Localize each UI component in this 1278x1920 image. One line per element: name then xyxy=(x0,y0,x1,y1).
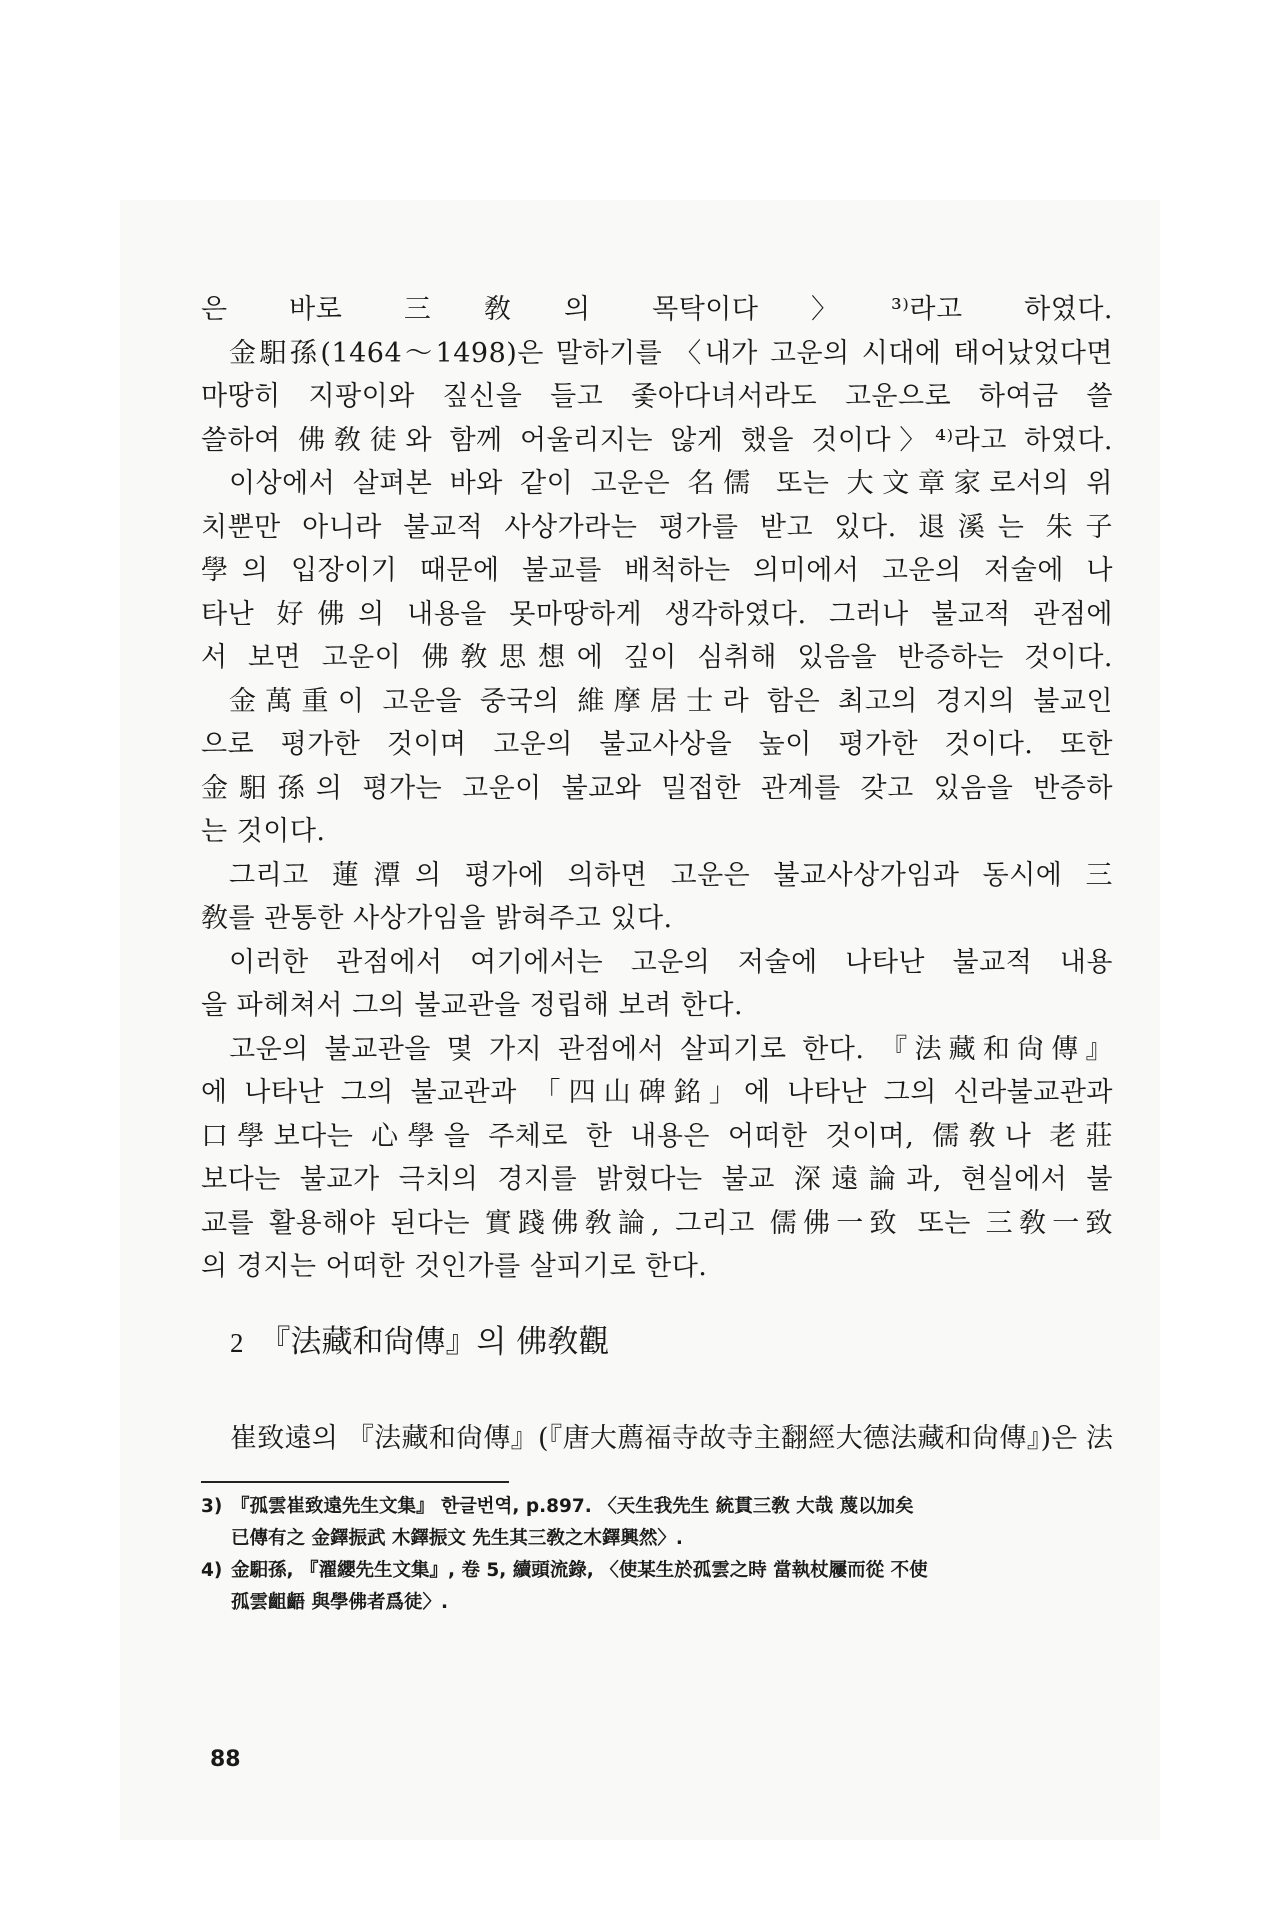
body-line: 이상에서 살펴본 바와 같이 고운은 名儒 또는 大文章家로서의 위 xyxy=(229,468,1113,499)
body-line: 보다는 불교가 극치의 경지를 밝혔다는 불교 深遠論과, 현실에서 불 xyxy=(201,1164,1113,1195)
body-line: 에 나타난 그의 불교관과 「四山碑銘」에 나타난 그의 신라불교관과 xyxy=(201,1077,1113,1108)
body-line: 는 것이다. xyxy=(201,816,326,847)
body-line: 그리고 蓮潭의 평가에 의하면 고운은 불교사상가임과 동시에 三 xyxy=(229,859,1113,891)
body-line: 치뿐만 아니라 불교적 사상가라는 평가를 받고 있다. 退溪는 朱子 xyxy=(201,511,1113,543)
body-line: 쓸하여 佛敎徒와 함께 어울리지는 않게 했을 것이다〉⁴⁾라고 하였다. xyxy=(201,424,1113,456)
body-line: 으로 평가한 것이며 고운의 불교사상을 높이 평가한 것이다. 또한 xyxy=(201,729,1113,760)
footnote-line: 已傳有之 金鐸振武 木鐸振文 先生其三敎之木鐸興然〉. xyxy=(231,1528,683,1549)
body-line: 마땅히 지팡이와 짚신을 들고 좇아다녀서라도 고운으로 하여금 쓸 xyxy=(201,381,1113,412)
footnote-divider xyxy=(201,1481,509,1483)
footnote-line: 孤雲齟齬 與學佛者爲徒〉. xyxy=(231,1592,448,1613)
section-number: 2 xyxy=(230,1328,244,1358)
footnote xyxy=(201,1555,1121,1619)
body-line: 타난 好佛의 내용을 못마땅하게 생각하였다. 그러나 불교적 관점에 xyxy=(201,598,1113,630)
body-line: 金馹孫(1464～1498)은 말하기를 〈내가 고운의 시대에 태어났었다면 xyxy=(229,337,1113,369)
body-line: 고운의 불교관을 몇 가지 관점에서 살피기로 한다. 『法藏和尙傳』 xyxy=(229,1033,1113,1065)
section-heading xyxy=(230,1322,609,1363)
footnote-number: 3) xyxy=(201,1496,223,1517)
section-title: 『法藏和尙傳』의 佛敎觀 xyxy=(259,1324,610,1360)
section-intro-line: 崔致遠의 『法藏和尙傳』(『唐大薦福寺故寺主翻經大德法藏和尙傳』)은 法 xyxy=(230,1423,1113,1454)
footnote xyxy=(201,1491,1121,1555)
body-text xyxy=(201,288,1113,1289)
body-line: 의 경지는 어떠한 것인가를 살피기로 한다. xyxy=(201,1251,708,1282)
footnote-number: 4) xyxy=(201,1560,223,1581)
footnote-line: 『孤雲崔致遠先生文集』 한글번역, p.897. 〈天生我先生 統貫三敎 大哉 蔑以加矣 xyxy=(231,1496,914,1517)
body-line: 은 바로 三敎의 목탁이다〉³⁾라고 하였다. xyxy=(201,294,1113,325)
body-line: 서 보면 고운이 佛敎思想에 깊이 심취해 있음을 반증하는 것이다. xyxy=(201,642,1113,673)
body-line: 金馹孫의 평가는 고운이 불교와 밀접한 관계를 갖고 있음을 반증하 xyxy=(201,772,1113,804)
footnote-line: 金馹孫, 『濯纓先生文集』, 卷 5, 續頭流錄, 〈使某生於孤雲之時 當執杖屨而從 不使 xyxy=(231,1560,928,1581)
body-line: 口學보다는 心學을 주체로 한 내용은 어떠한 것이며, 儒敎나 老莊 xyxy=(201,1120,1113,1152)
page-number: 88 xyxy=(210,1747,241,1772)
body-line: 교를 활용해야 된다는 實踐佛敎論, 그리고 儒佛一致 또는 三敎一致 xyxy=(201,1207,1113,1239)
footnotes xyxy=(201,1491,1121,1619)
body-line: 敎를 관통한 사상가임을 밝혀주고 있다. xyxy=(201,903,673,934)
body-line: 學의 입장이기 때문에 불교를 배척하는 의미에서 고운의 저술에 나 xyxy=(201,555,1113,586)
body-line: 을 파헤쳐서 그의 불교관을 정립해 보려 한다. xyxy=(201,990,744,1021)
body-line: 金萬重이 고운을 중국의 維摩居士라 함은 최고의 경지의 불교인 xyxy=(229,685,1113,717)
body-line: 이러한 관점에서 여기에서는 고운의 저술에 나타난 불교적 내용 xyxy=(229,946,1113,978)
